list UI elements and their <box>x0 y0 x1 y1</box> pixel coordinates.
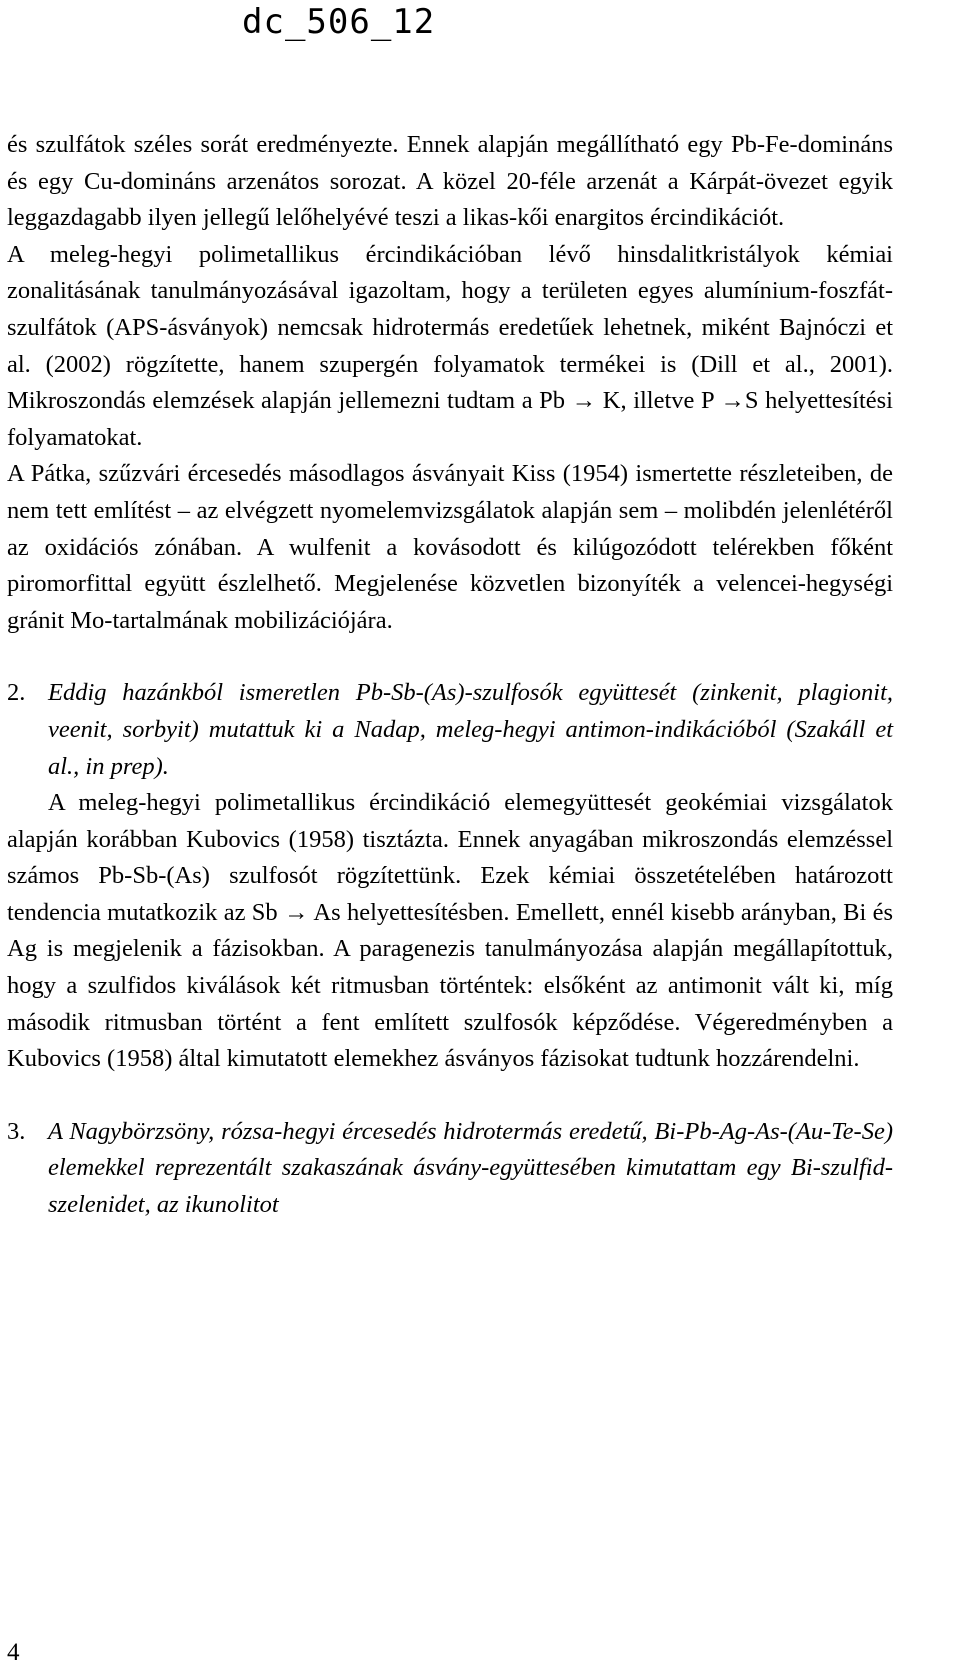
paragraph-gap <box>7 639 893 675</box>
item-2-body: A meleg-hegyi polimetallikus ércindikáció elemegyüttesét geokémiai vizsgálatok alapján korábban Kubovics (1958) tisztázta. Ennek anyagában mikroszondás elemzéssel számos Pb-Sb-(As) szulfosót rögzítettünk. Ezek kémiai összetételében határozott tendencia mutatkozik az Sb → As helyettesítésben. Emellett, ennél kisebb arányban, Bi és Ag is megjelenik a fázisokban. A paragenezis tanulmányozása alapján megállapítottuk, hogy a szulfidos kiválások két ritmusban történtek: elsőként az antimonit vált ki, míg második ritmusban történt a fent említett szulfosók képződése. Végeredményben a Kubovics (1958) által kimutatott elemekhez ásványos fázisokat tudtunk hozzárendelni. <box>7 789 893 1073</box>
item-number: 2. <box>7 679 26 707</box>
item-thesis-italic: A Nagybörzsöny, rózsa-hegyi ércesedés hidrotermás eredetű, Bi-Pb-Ag-As-(Au-Te-Se) elemekkel reprezentált szakaszának ásvány-együttesében kimutattam egy Bi-szulfid-szelenidet, az ikunolitot <box>48 1117 893 1219</box>
page-number: 4 <box>7 1639 20 1666</box>
paragraph-hinsdalite: A meleg-hegyi polimetallikus ércindikációban lévő hinsdalitkristályok kémiai zonalitásának tanulmányozásával igazoltam, hogy a területen egyes alumínium-foszfát-szulfátok (APS-ásványok) nemcsak hidrotermás eredetűek lehetnek, miként Bajnóczi et al. (2002) rögzítette, hanem szupergén folyamatok termékei is (Dill et al., 2001). Mikroszondás elemzések alapján jellemezni tudtam a Pb → K, illetve P →S helyettesítési folyamatokat. <box>7 240 893 451</box>
paragraph-arsenates: és szulfátok széles sorát eredményezte. Ennek alapján megállítható egy Pb-Fe-domináns és egy Cu-domináns arzenátos sorozat. A közel 20-féle arzenát a Kárpát-övezet egyik leggazdagabb ilyen jellegű lelőhelyévé teszi a likas-kői enargitos ércindikációt. <box>7 131 893 232</box>
numbered-item-3 <box>7 1114 893 1224</box>
paragraph-wulfenite: A Pátka, szűzvári ércesedés másodlagos ásványait Kiss (1954) ismertette részleteiben, de nem tett említést – az elvégzett nyomelemvizsgálatok alapján sem – molibdén jelenlétéről az oxidációs zónában. A wulfenit a kovásodott és kilúgozódott telérekben főként piromorfittal együtt észlelhető. Megjelenése közvetlen bizonyíték a velencei-hegységi gránit Mo-tartalmának mobilizációjára. <box>7 460 893 634</box>
document-code-header: dc_506_12 <box>242 2 436 42</box>
document-body <box>7 127 893 1224</box>
item-thesis-italic: Eddig hazánkból ismeretlen Pb-Sb-(As)-szulfosók együttesét (zinkenit, plagionit, veenit, sorbyit) mutattuk ki a Nadap, meleg-hegyi antimon-indikációból (Szakáll et al., in prep). <box>48 679 893 780</box>
item-number: 3. <box>7 1117 26 1145</box>
numbered-item-2 <box>7 675 893 785</box>
paragraph-gap <box>7 1078 893 1114</box>
